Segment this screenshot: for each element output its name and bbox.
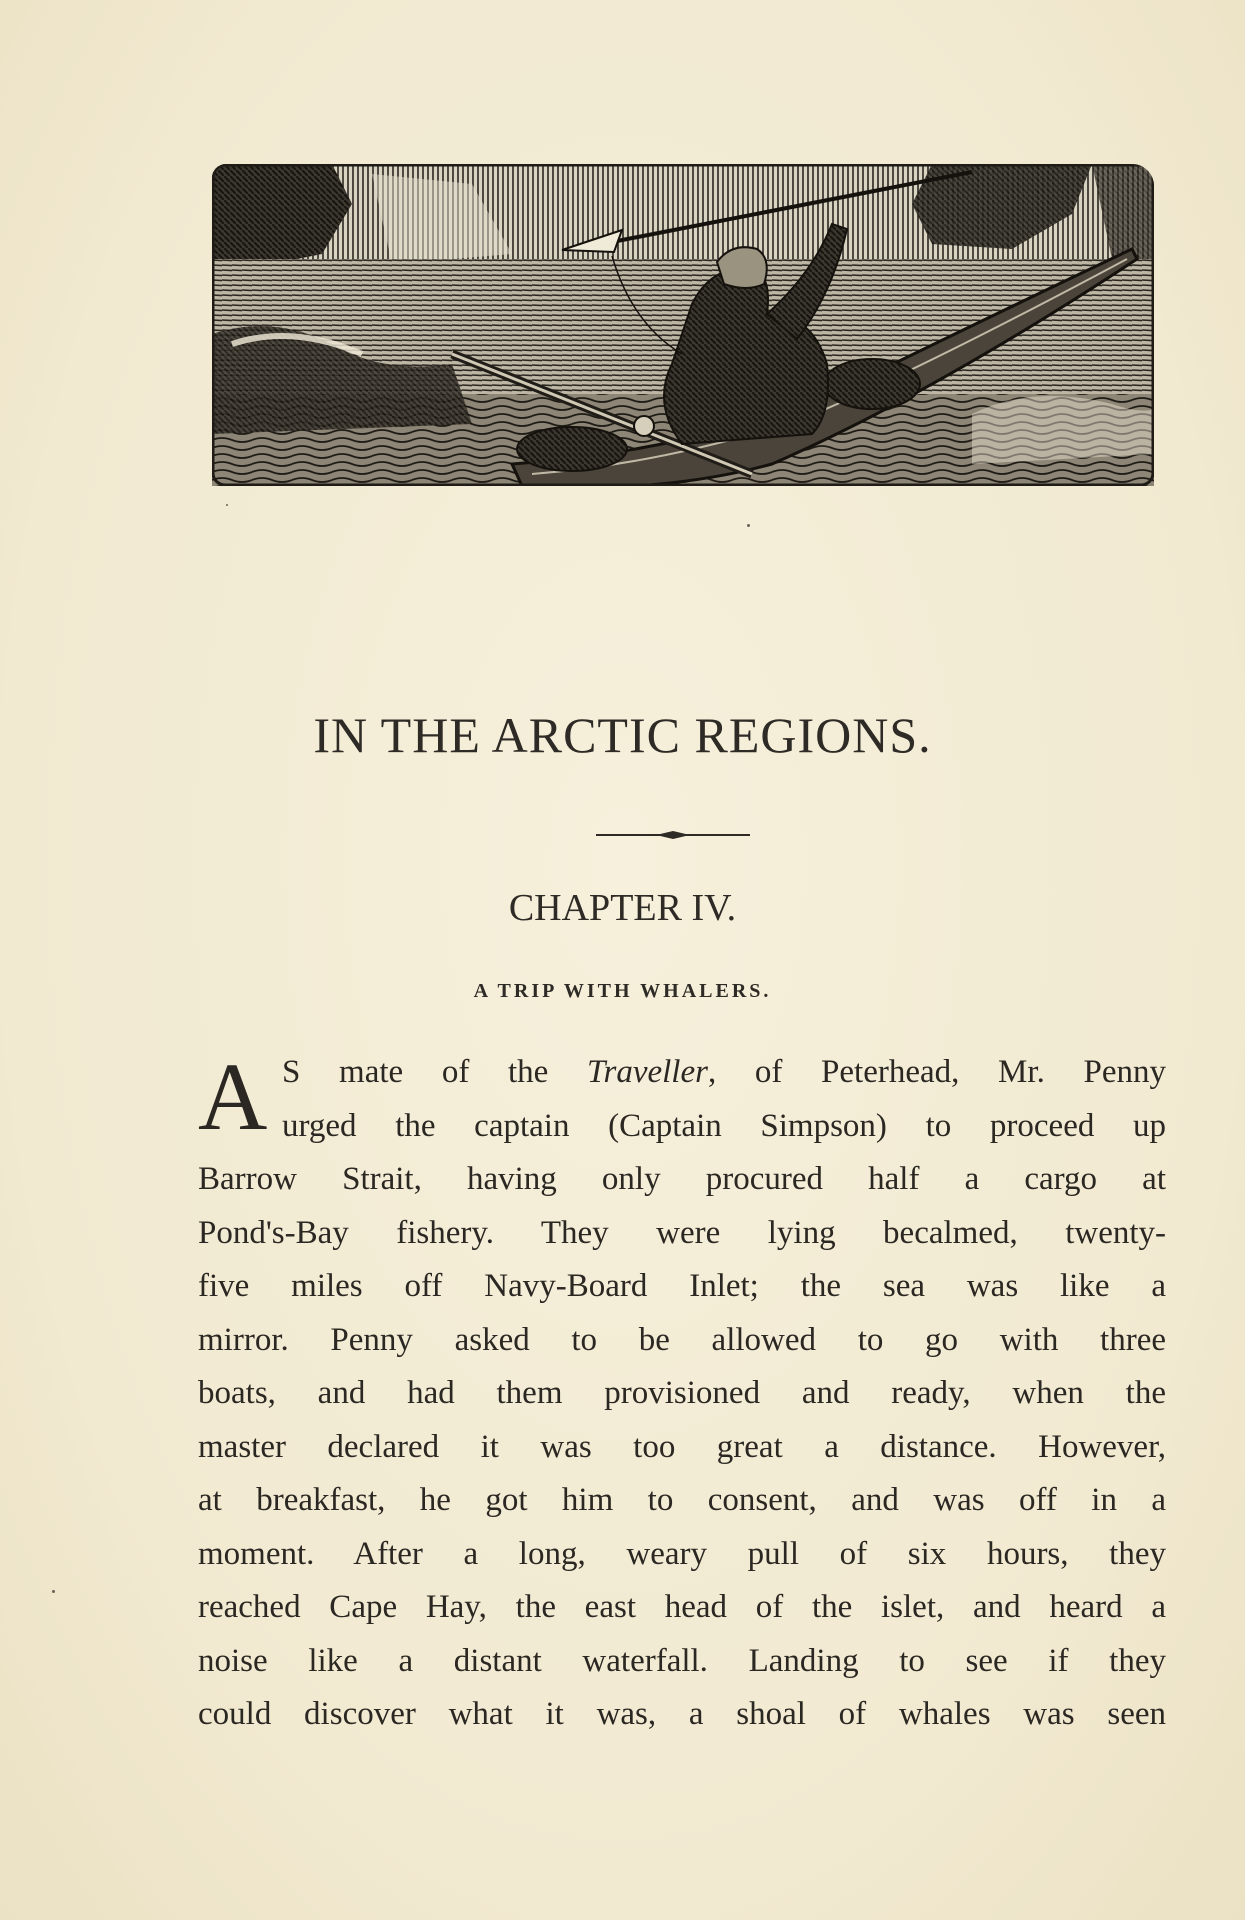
text-line: master declared it was too great a distance. However, bbox=[198, 1428, 1166, 1465]
kayak-engraving bbox=[212, 164, 1154, 486]
ornamental-rule bbox=[596, 830, 750, 840]
drop-cap: A bbox=[198, 1043, 268, 1150]
text-line: moment. After a long, weary pull of six hours, they bbox=[198, 1535, 1166, 1572]
text-line: at breakfast, he got him to consent, and was off in a bbox=[198, 1482, 1166, 1518]
text-line: could discover what it was, a shoal of whales was seen bbox=[198, 1696, 1166, 1732]
body-paragraph bbox=[198, 1043, 1166, 1742]
text-line: five miles off Navy-Board Inlet; the sea was like a bbox=[198, 1268, 1166, 1304]
text-line: boats, and had them provisioned and ready, when the bbox=[198, 1375, 1166, 1411]
text-line: urged the captain (Captain Simpson) to proceed up bbox=[282, 1107, 1166, 1144]
paper-speck bbox=[52, 1590, 55, 1593]
text-line: S mate of the Traveller, of Peterhead, Mr. Penny bbox=[282, 1054, 1166, 1090]
text-line: mirror. Penny asked to be allowed to go with three bbox=[198, 1321, 1166, 1358]
text-line: Barrow Strait, having only procured half a cargo at bbox=[198, 1161, 1166, 1197]
text-line: reached Cape Hay, the east head of the islet, and heard a bbox=[198, 1589, 1166, 1625]
book-title: IN THE ARCTIC REGIONS. bbox=[313, 707, 932, 763]
paper-speck bbox=[747, 524, 750, 527]
text-line: Pond's-Bay fishery. They were lying becalmed, twenty- bbox=[198, 1214, 1166, 1251]
text-line: noise like a distant waterfall. Landing to see if they bbox=[198, 1642, 1166, 1679]
paper-speck bbox=[226, 504, 228, 506]
chapter-heading: CHAPTER IV. bbox=[508, 887, 737, 929]
chapter-subtitle: A TRIP WITH WHALERS. bbox=[473, 980, 772, 1002]
